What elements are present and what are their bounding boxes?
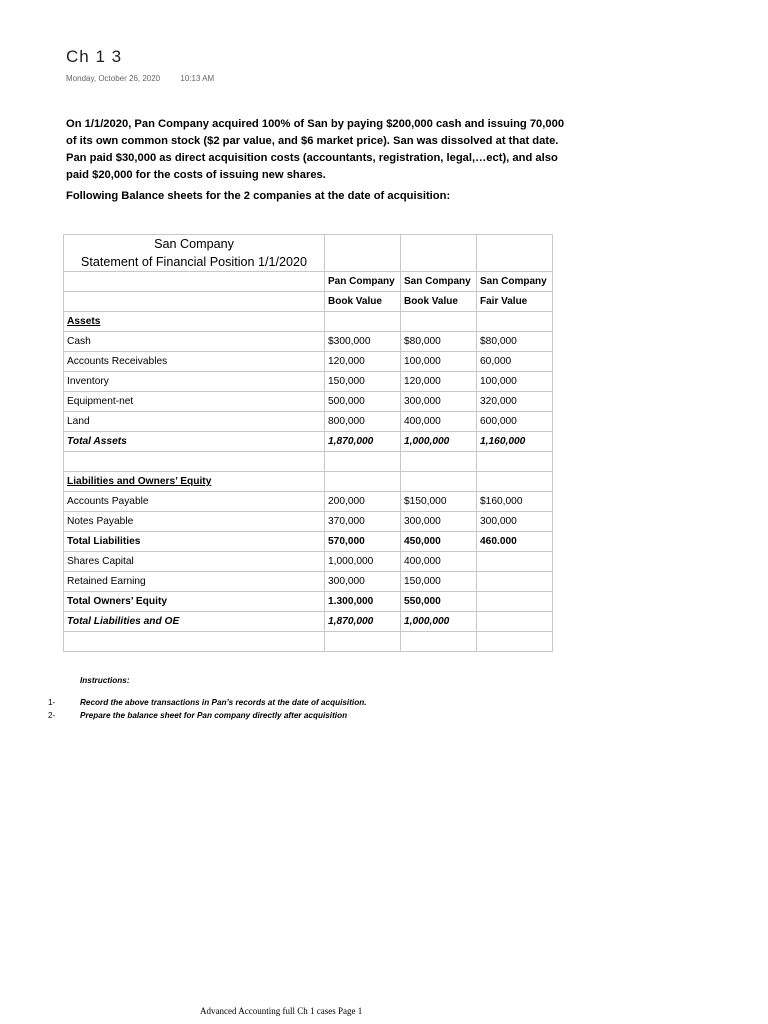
table-row xyxy=(64,372,553,392)
instruction-text: Prepare the balance sheet for Pan company directly after acquisition xyxy=(80,711,348,720)
column-header-row-1 xyxy=(64,272,553,292)
row-label: Cash xyxy=(64,332,325,352)
row-value-col2: 400,000 xyxy=(401,412,477,432)
col3-subheader: Fair Value xyxy=(477,292,553,312)
row-value-col2: 450,000 xyxy=(401,532,477,552)
row-value-col3: 100,000 xyxy=(477,372,553,392)
row-value-col2: 300,000 xyxy=(401,512,477,532)
table-row xyxy=(64,412,553,432)
blank-row xyxy=(64,452,553,472)
row-value-col2: 1,000,000 xyxy=(401,432,477,452)
table-row xyxy=(64,532,553,552)
row-value-col3 xyxy=(477,572,553,592)
table-row xyxy=(64,492,553,512)
row-value-col2: 150,000 xyxy=(401,572,477,592)
intro-following: Following Balance sheets for the 2 companies at the date of acquisition: xyxy=(66,190,451,202)
row-value-col2: $150,000 xyxy=(401,492,477,512)
instruction-text: Record the above transactions in Pan’s records at the date of acquisition. xyxy=(80,698,367,707)
note-time: 10:13 AM xyxy=(180,74,215,83)
table-row xyxy=(64,512,553,532)
row-value-col3: 1,160,000 xyxy=(477,432,553,452)
instructions-list xyxy=(48,696,366,722)
liabilities-header: Liabilities and Owners’ Equity xyxy=(64,472,325,492)
row-value-col3: 460.000 xyxy=(477,532,553,552)
row-label: Equipment-net xyxy=(64,392,325,412)
table-row xyxy=(64,432,553,452)
instruction-item xyxy=(48,709,366,722)
table-heading xyxy=(64,235,325,272)
row-value-col1: 1,870,000 xyxy=(325,432,401,452)
heading-statement: Statement of Financial Position 1/1/2020 xyxy=(80,255,308,269)
table-row xyxy=(64,552,553,572)
row-value-col3: $80,000 xyxy=(477,332,553,352)
row-value-col1: 120,000 xyxy=(325,352,401,372)
col2-subheader: Book Value xyxy=(401,292,477,312)
row-label: Land xyxy=(64,412,325,432)
row-value-col2: 120,000 xyxy=(401,372,477,392)
instructions-title: Instructions: xyxy=(80,676,130,685)
row-value-col3 xyxy=(477,612,553,632)
row-value-col3: 320,000 xyxy=(477,392,553,412)
note-timestamp xyxy=(66,74,214,83)
row-value-col2: 550,000 xyxy=(401,592,477,612)
col1-header: Pan Company xyxy=(325,272,401,292)
row-value-col2: 1,000,000 xyxy=(401,612,477,632)
table-row xyxy=(64,392,553,412)
heading-company: San Company xyxy=(154,237,234,251)
row-value-col2: 300,000 xyxy=(401,392,477,412)
row-value-col1: 300,000 xyxy=(325,572,401,592)
row-value-col3: 60,000 xyxy=(477,352,553,372)
row-value-col3 xyxy=(477,552,553,572)
row-value-col3: $160,000 xyxy=(477,492,553,512)
row-value-col1: 1,000,000 xyxy=(325,552,401,572)
row-value-col1: 370,000 xyxy=(325,512,401,532)
balance-sheet-table xyxy=(63,234,553,652)
row-value-col2: $80,000 xyxy=(401,332,477,352)
row-label: Total Liabilities and OE xyxy=(64,612,325,632)
row-value-col1: $300,000 xyxy=(325,332,401,352)
row-value-col1: 1.300,000 xyxy=(325,592,401,612)
blank-row xyxy=(64,632,553,652)
page-title: Ch 1 3 xyxy=(66,47,123,66)
row-label: Accounts Payable xyxy=(64,492,325,512)
row-label: Total Assets xyxy=(64,432,325,452)
row-label: Notes Payable xyxy=(64,512,325,532)
row-value-col1: 570,000 xyxy=(325,532,401,552)
row-label: Accounts Receivables xyxy=(64,352,325,372)
instruction-item xyxy=(48,696,366,709)
instruction-number: 2- xyxy=(48,711,56,720)
col2-header: San Company xyxy=(401,272,477,292)
row-label: Shares Capital xyxy=(64,552,325,572)
page-footer: Advanced Accounting full Ch 1 cases Page 1 xyxy=(200,1006,363,1016)
table-row xyxy=(64,612,553,632)
intro-paragraph: On 1/1/2020, Pan Company acquired 100% of San by paying $200,000 cash and issuing 70,000 of its own common stock ($2 par value, and $6 market price). San was dissolved at that date. Pan paid $30,000 as direct acquisition costs (accountants, registration, legal,…ect), and also paid $20,000 for the costs of issuing new shares. xyxy=(66,118,565,181)
row-label: Total Owners’ Equity xyxy=(64,592,325,612)
row-value-col3: 600,000 xyxy=(477,412,553,432)
row-label: Total Liabilities xyxy=(64,532,325,552)
column-header-row-2 xyxy=(64,292,553,312)
note-date: Monday, October 26, 2020 xyxy=(66,74,161,83)
instruction-number: 1- xyxy=(48,698,56,707)
row-value-col1: 150,000 xyxy=(325,372,401,392)
row-value-col1: 1,870,000 xyxy=(325,612,401,632)
table-row xyxy=(64,332,553,352)
row-label: Retained Earning xyxy=(64,572,325,592)
table-row xyxy=(64,592,553,612)
row-value-col3 xyxy=(477,592,553,612)
col3-header: San Company xyxy=(477,272,553,292)
assets-header-row xyxy=(64,312,553,332)
row-value-col2: 400,000 xyxy=(401,552,477,572)
row-value-col1: 800,000 xyxy=(325,412,401,432)
table-row xyxy=(64,572,553,592)
row-value-col1: 500,000 xyxy=(325,392,401,412)
row-value-col3: 300,000 xyxy=(477,512,553,532)
row-label: Inventory xyxy=(64,372,325,392)
row-value-col1: 200,000 xyxy=(325,492,401,512)
table-row xyxy=(64,352,553,372)
row-value-col2: 100,000 xyxy=(401,352,477,372)
assets-header: Assets xyxy=(64,312,325,332)
col1-subheader: Book Value xyxy=(325,292,401,312)
liabilities-header-row xyxy=(64,472,553,492)
table-heading-row xyxy=(64,235,553,272)
